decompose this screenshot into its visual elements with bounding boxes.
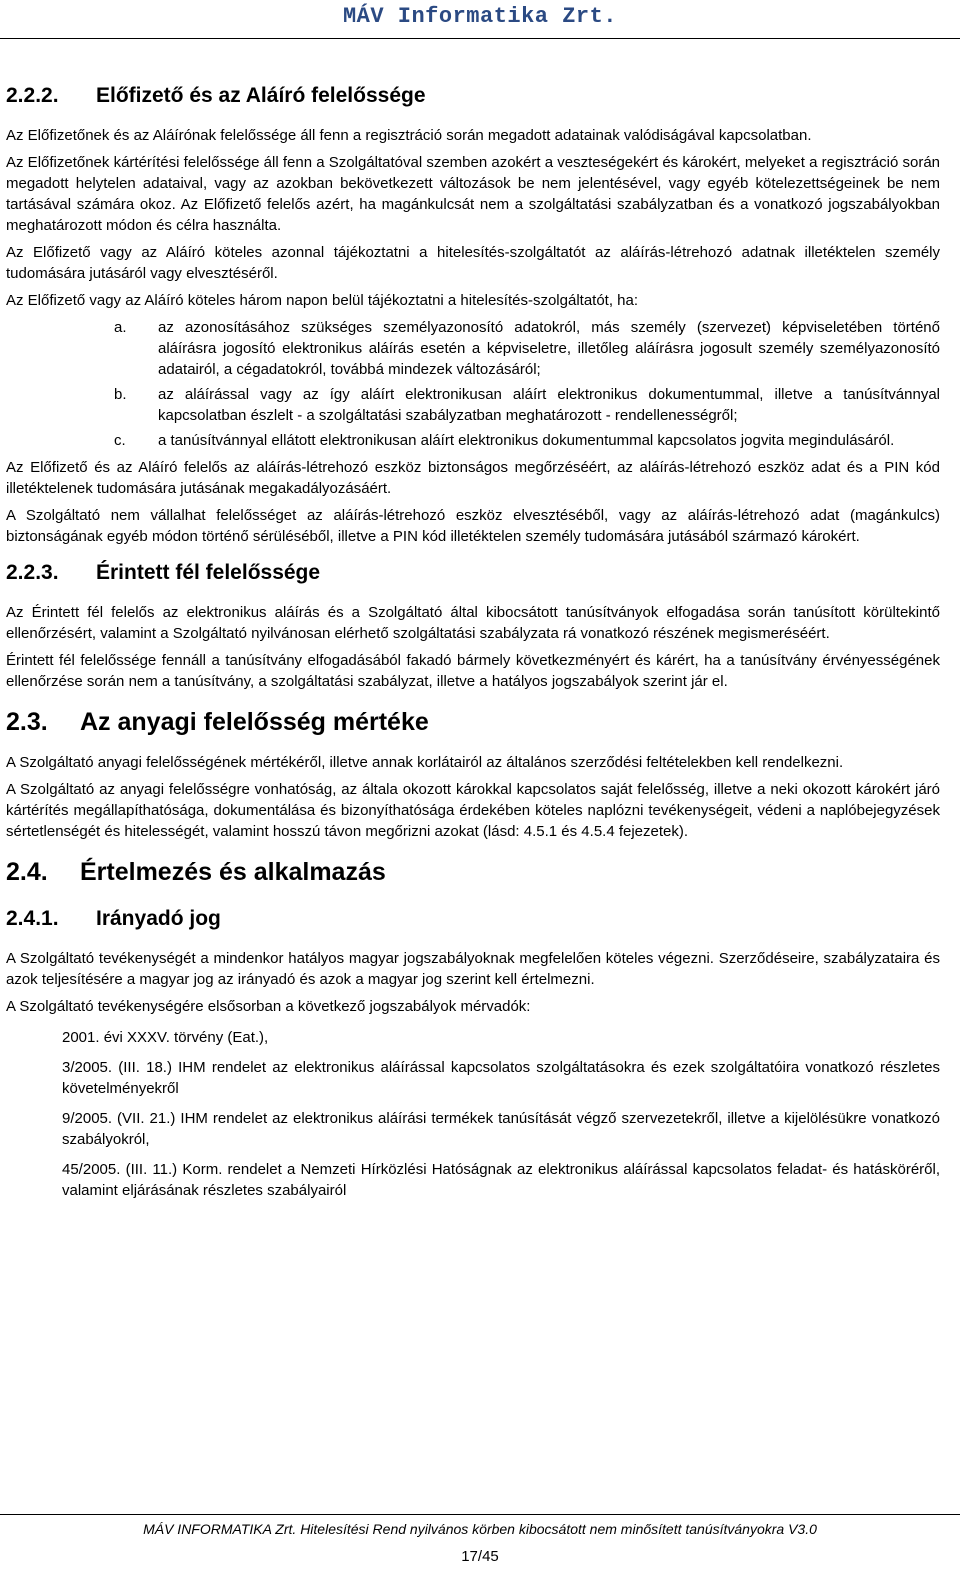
paragraph: Az Előfizető és az Aláíró felelős az aláírás-létrehozó eszköz biztonságos megőrzéséért, az aláírás-létrehozó eszköz adat és a PIN kód illetéktelenek tudomására jutásának megakadályozásáért. [6,459,940,497]
paragraph: A Szolgáltató az anyagi felelősségre vonhatóság, az általa okozott károkkal kapcsolatos saját felelősség, illetve a neki okozott károkért járó kártérítés megállapíthatósága, dokumentálása és bizonyíthatósága érdekében köteles naplózni tevékenységeit, védeni a naplóbejegyzések sértetlenségét és hitelességét, valamint hosszú távon megőrizni azokat (lásd: 4.5.1 és 4.5.4 fejezetek). [6,781,940,840]
list-text: az azonosításához szükséges személyazonosító adatokról, más személy (szervezet) képviseletében történő aláírásra jogosító elektronikus aláírás esetén a képviseletre, illetőleg aláírásra jogosult személy személyazonosító adatairól, a cégadatokról, továbbá mindezek változásáról; [158,319,940,378]
list-item [6,317,940,380]
list-marker: a. [114,319,127,336]
paragraph: Az Előfizetőnek és az Aláírónak felelőssége áll fenn a regisztráció során megadott adatainak valódiságával kapcsolatban. [6,127,812,144]
paragraph: A Szolgáltató tevékenységére elsősorban a következő jogszabályok mérvadók: [6,998,531,1015]
paragraph: A Szolgáltató anyagi felelősségének mértékéről, illetve annak korlátairól az általános szerződési feltételekben kell rendelkezni. [6,754,844,771]
heading-number: 2.3. [6,708,48,736]
list-item [6,384,940,426]
paragraph: A Szolgáltató tevékenységét a mindenkor hatályos magyar jogszabályoknak megfelelően köteles végezni. Szerződéseire, szabályzataira és azok teljesítésére a magyar jog az irányadó és azok a magyar jog szerint kell értelmezni. [6,950,940,988]
heading-number: 2.2.3. [6,561,59,584]
heading-number: 2.4. [6,858,48,886]
legislation-item: 3/2005. (III. 18.) IHM rendelet az elektronikus aláírással kapcsolatos szolgáltatásokra és ezek szolgáltatóira vonatkozó részletes követelményekről [62,1059,940,1097]
legislation-item: 9/2005. (VII. 21.) IHM rendelet az elektronikus aláírási termékek tanúsítását végző szervezetekről, illetve a kijelölésükre vonatkozó szabályokról, [62,1110,940,1148]
document-body [6,84,940,1210]
list-text: az aláírással vagy az így aláírt elektronikusan aláírt elektronikus dokumentummal, illetve a tanúsítvánnyal kapcsolatban észlelt - a szolgáltatási szabályzatban meghatározott - rendellenességről; [158,386,940,424]
heading-title: Előfizető és az Aláíró felelőssége [96,84,426,107]
heading-2-2-3 [6,561,940,585]
heading-2-4 [6,858,940,887]
heading-number: 2.2.2. [6,84,59,107]
heading-title: Érintett fél felelőssége [96,561,321,584]
paragraph: Az Előfizetőnek kártérítési felelőssége áll fenn a Szolgáltatóval szemben azokért a veszteségekért és károkért, melyeket a regisztráció során megadott helytelen adataival, vagy az azokban bekövetkezett változások be nem jelentésével, vagy egyéb kötelezettségeinek be nem tartásával számára okoz. Az Előfizető felelős azért, ha magánkulcsát nem a szolgáltatási szabályzatban és a vonatkozó jogszabályokban meghatározott módon és célra használta. [6,154,940,234]
list-marker: b. [114,386,127,403]
paragraph: Az Előfizető vagy az Aláíró köteles azonnal tájékoztatni a hitelesítés-szolgáltatót az aláírás-létrehozó adatnak illetéktelen személy tudomására jutásáról vagy elvesztéséről. [6,244,940,282]
page-footer-text: MÁV INFORMATIKA Zrt. Hitelesítési Rend nyilvános körben kibocsátott nem minősített tanúsítványokra V3.0 [143,1521,817,1537]
obligation-list [6,317,940,451]
page-header-company: MÁV Informatika Zrt. [342,4,618,29]
heading-title: Az anyagi felelősség mértéke [80,708,429,736]
list-text: a tanúsítvánnyal ellátott elektronikusan aláírt elektronikus dokumentummal kapcsolatos jogvita megindulásáról. [158,432,895,449]
paragraph: A Szolgáltató nem vállalhat felelősséget az aláírás-létrehozó eszköz elvesztéséből, vagy az aláírás-létrehozó adat (magánkulcs) biztonságának egyéb módon történő sérüléséből, illetve a PIN kód illetéktelen személy tudomására jutásából származó károkért. [6,507,940,545]
list-marker: c. [114,432,126,449]
page-number: 17/45 [461,1548,499,1565]
heading-number: 2.4.1. [6,907,59,930]
heading-title: Értelmezés és alkalmazás [80,858,386,886]
header-divider [0,38,960,39]
paragraph: Érintett fél felelőssége fennáll a tanúsítvány elfogadásából fakadó bármely következményért és kárért, ha a tanúsítvány érvényességének ellenőrzése során nem a tanúsítvány, a szolgáltatási szabályzat, illetve a hatályos jogszabályok szerint jár el. [6,652,940,690]
footer-divider [0,1514,960,1515]
legislation-item: 2001. évi XXXV. törvény (Eat.), [62,1029,269,1046]
paragraph: Az Előfizető vagy az Aláíró köteles három napon belül tájékoztatni a hitelesítés-szolgáltatót, ha: [6,292,639,309]
heading-2-3 [6,708,940,737]
legislation-list [62,1027,940,1201]
paragraph: Az Érintett fél felelős az elektronikus aláírás és a Szolgáltató által kibocsátott tanúsítványok elfogadása során tanúsított körültekintő ellenőrzésért, valamint a Szolgáltató nyilvánosan elérhető szolgáltatási szabályzata rá vonatkozó részének megismeréséért. [6,604,940,642]
heading-2-4-1 [6,907,940,931]
legislation-item: 45/2005. (III. 11.) Korm. rendelet a Nemzeti Hírközlési Hatóságnak az elektronikus aláírással kapcsolatos feladat- és hatásköréről, valamint eljárásának részletes szabályairól [62,1161,940,1199]
heading-2-2-2 [6,84,940,108]
heading-title: Irányadó jog [96,907,221,930]
list-item [6,430,940,451]
